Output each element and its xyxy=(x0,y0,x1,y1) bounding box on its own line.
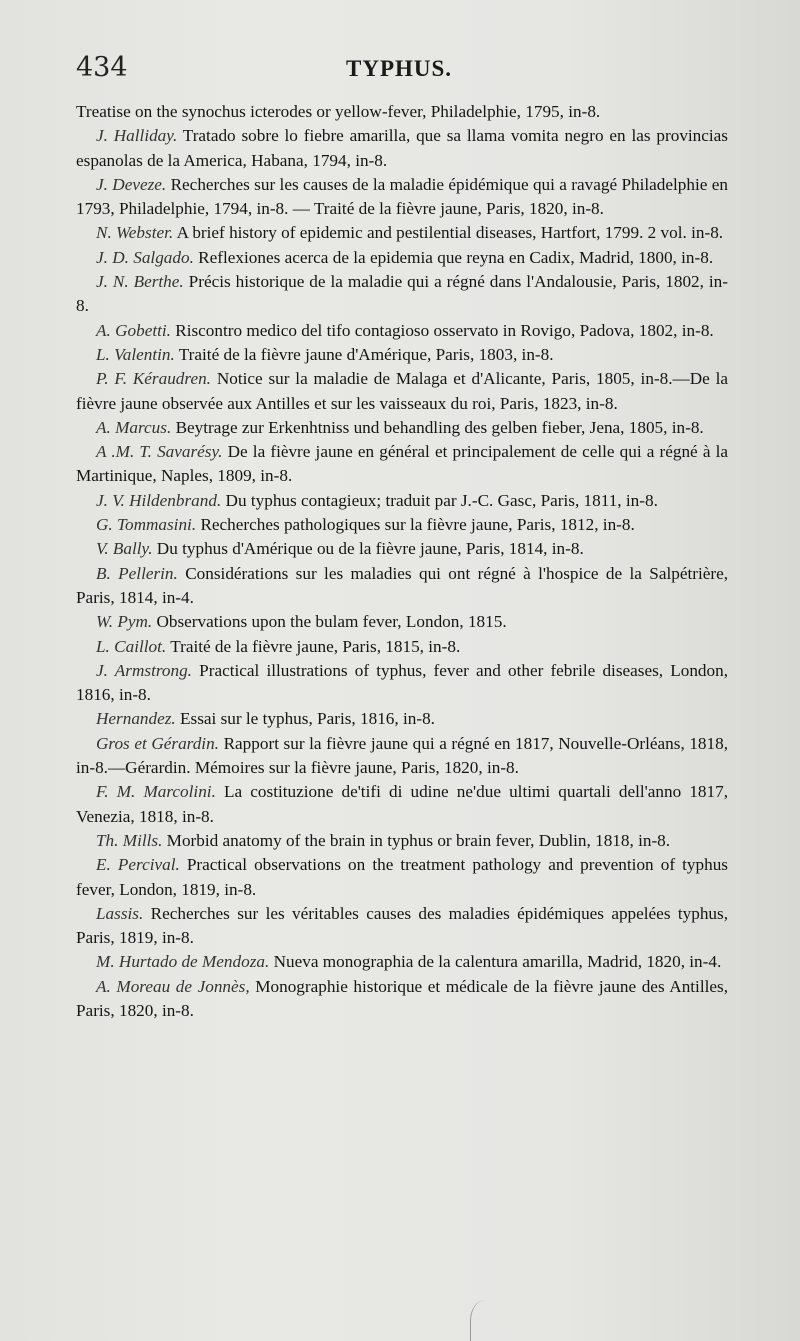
entry-text: Observations upon the bulam fever, London, 1815. xyxy=(156,612,507,632)
bibliography-entry xyxy=(76,489,728,513)
bibliography-entry xyxy=(76,659,728,708)
bibliography-entry xyxy=(76,173,728,222)
entry-author: M. Hurtado de Mendoza. xyxy=(96,952,270,972)
entry-text: A brief history of epidemic and pestilential diseases, Hartfort, 1799. 2 vol. in-8. xyxy=(176,223,724,243)
entry-author: Th. Mills. xyxy=(96,830,163,850)
entry-text: Considérations sur les maladies qui ont régné à l'hospice de la Salpétrière, Paris, 1814, in-4. xyxy=(76,563,728,607)
entry-author: Gros et Gérardin. xyxy=(96,733,219,753)
entry-author: Hernandez. xyxy=(96,709,176,729)
entry-author: L. Valentin. xyxy=(96,344,175,364)
entry-text: Notice sur la maladie de Malaga et d'Alicante, Paris, 1805, in-8.—De la fièvre jaune observée aux Antilles et sur les vaisseaux du roi, Paris, 1823, in-8. xyxy=(76,369,728,413)
bibliography-entry xyxy=(76,780,728,829)
entry-text: Tratado sobre lo fiebre amarilla, que sa llama vomita negro en las provincias espanolas de la America, Habana, 1794, in-8. xyxy=(76,126,729,170)
entry-text: Précis historique de la maladie qui a régné dans l'Andalousie, Paris, 1802, in-8. xyxy=(76,272,728,316)
entry-text: Traité de la fièvre jaune, Paris, 1815, in-8. xyxy=(170,636,461,656)
bibliography-entry xyxy=(76,635,728,659)
entry-author: Lassis. xyxy=(96,903,144,923)
bibliography-entry xyxy=(76,416,728,440)
entry-text: Du typhus d'Amérique ou de la fièvre jaune, Paris, 1814, in-8. xyxy=(156,539,584,559)
entry-author: A. Moreau de Jonnès, xyxy=(96,976,250,996)
entry-text: Recherches sur les causes de la maladie épidémique qui a ravagé Philadelphie en 1793, Philadelphie, 1794, in-8. — Traité de la fièvre jaune, Paris, 1820, in-8. xyxy=(76,174,728,219)
entry-text: Nueva monographia de la calentura amarilla, Madrid, 1820, in-4. xyxy=(273,952,722,972)
bibliography-list xyxy=(76,100,728,1023)
bibliography-entry xyxy=(76,100,728,124)
bibliography-entry xyxy=(76,950,728,974)
entry-author: V. Bally. xyxy=(96,539,153,559)
page-header xyxy=(76,52,740,92)
entry-text: Recherches pathologiques sur la fièvre jaune, Paris, 1812, in-8. xyxy=(200,515,635,535)
bibliography-entry xyxy=(76,829,728,853)
entry-author: A. Marcus. xyxy=(96,417,172,437)
entry-author: G. Tommasini. xyxy=(96,515,197,535)
entry-text: Practical observations on the treatment pathology and prevention of typhus fever, London, 1819, in-8. xyxy=(76,855,728,899)
entry-author: W. Pym. xyxy=(96,612,153,632)
entry-author: L. Caillot. xyxy=(96,636,167,656)
bibliography-entry xyxy=(76,853,728,902)
entry-author: J. D. Salgado. xyxy=(96,247,194,267)
entry-author: J. N. Berthe. xyxy=(96,272,184,292)
entry-text: Morbid anatomy of the brain in typhus or brain fever, Dublin, 1818, in-8. xyxy=(166,830,671,850)
bibliography-entry xyxy=(76,902,728,951)
bibliography-entry xyxy=(76,707,728,731)
entry-text: Treatise on the synochus icterodes or yellow-fever, Philadelphie, 1795, in-8. xyxy=(76,102,601,121)
entry-text: Monographie historique et médicale de la fièvre jaune des Antilles, Paris, 1820, in-8. xyxy=(76,976,728,1020)
bibliography-entry xyxy=(76,562,728,611)
bibliography-entry xyxy=(76,537,728,561)
entry-author: A .M. T. Savarésy. xyxy=(96,442,223,462)
entry-author: A. Gobetti. xyxy=(96,320,171,340)
page-mark xyxy=(470,1300,501,1341)
entry-author: J. Halliday. xyxy=(96,126,178,146)
bibliography-entry xyxy=(76,124,728,173)
bibliography-entry xyxy=(76,440,728,489)
entry-text: Riscontro medico del tifo contagioso osservato in Rovigo, Padova, 1802, in-8. xyxy=(175,320,714,340)
entry-author: F. M. Marcolini. xyxy=(96,782,216,802)
entry-author: J. Armstrong. xyxy=(96,660,192,680)
entry-text: Traité de la fièvre jaune d'Amérique, Paris, 1803, in-8. xyxy=(178,344,554,364)
bibliography-entry xyxy=(76,975,728,1024)
bibliography-entry xyxy=(76,732,728,781)
entry-author: N. Webster. xyxy=(96,223,174,243)
entry-text: Essai sur le typhus, Paris, 1816, in-8. xyxy=(180,709,435,729)
bibliography-entry xyxy=(76,367,728,416)
entry-author: B. Pellerin. xyxy=(96,563,178,583)
entry-text: Recherches sur les véritables causes des maladies épidémiques appelées typhus, Paris, 1819, in-8. xyxy=(76,903,728,948)
entry-author: J. V. Hildenbrand. xyxy=(96,490,222,510)
entry-text: Reflexiones acerca de la epidemia que reyna en Cadix, Madrid, 1800, in-8. xyxy=(198,247,714,267)
entry-author: P. F. Kéraudren. xyxy=(96,369,211,389)
bibliography-entry xyxy=(76,246,728,270)
bibliography-entry xyxy=(76,270,728,319)
entry-text: La costituzione de'tifi di udine ne'due ultimi quartali dell'anno 1817, Venezia, 1818, in-8. xyxy=(76,782,729,826)
page-number: 434 xyxy=(76,52,128,83)
bibliography-entry xyxy=(76,610,728,634)
entry-author: E. Percival. xyxy=(96,855,180,875)
bibliography-entry xyxy=(76,343,728,367)
entry-author: J. Deveze. xyxy=(96,174,167,194)
entry-text: Rapport sur la fièvre jaune qui a régné en 1817, Nouvelle-Orléans, 1818, in-8.—Gérardin. Mémoires sur la fièvre jaune, Paris, 1820, in-8. xyxy=(76,733,729,778)
entry-text: De la fièvre jaune en général et principalement de celle qui a régné à la Martinique, Naples, 1809, in-8. xyxy=(76,442,728,486)
entry-text: Beytrage zur Erkenhtniss und behandling des gelben fieber, Jena, 1805, in-8. xyxy=(175,417,704,437)
running-head: TYPHUS. xyxy=(346,56,453,81)
bibliography-entry xyxy=(76,221,728,245)
entry-text: Du typhus contagieux; traduit par J.-C. Gasc, Paris, 1811, in-8. xyxy=(225,490,658,510)
bibliography-entry xyxy=(76,319,728,343)
bibliography-entry xyxy=(76,513,728,537)
entry-text: Practical illustrations of typhus, fever and other febrile diseases, London, 1816, in-8. xyxy=(76,660,729,705)
